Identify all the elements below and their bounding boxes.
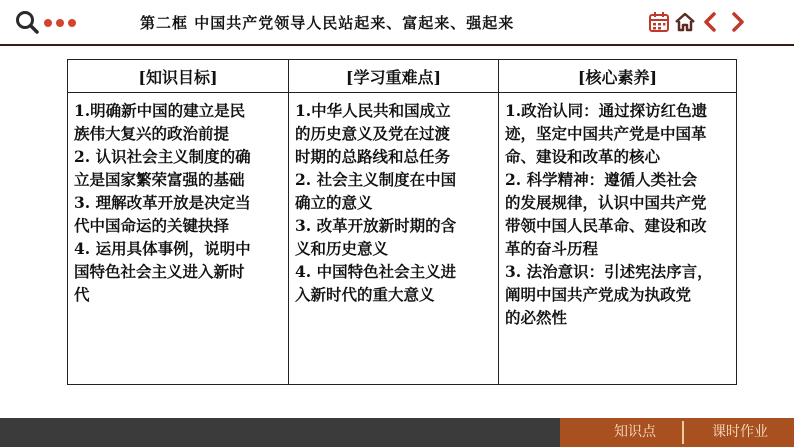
text-line: 国特色社会主义进入新时 bbox=[74, 262, 245, 281]
cell-knowledge-goals bbox=[68, 93, 289, 385]
table-header-row bbox=[68, 60, 737, 93]
table-row bbox=[68, 93, 737, 385]
text-line: 族伟大复兴的政治前提 bbox=[74, 124, 230, 143]
header-divider bbox=[0, 44, 794, 46]
page-title: 第二框 中国共产党领导人民站起来、富起来、强起来 bbox=[140, 14, 515, 32]
text-line: 时期的总路线和总任务 bbox=[295, 147, 451, 166]
header-key-difficulties: [学习重难点] bbox=[289, 60, 499, 93]
text-line: 2. 社会主义制度在中国 bbox=[295, 170, 457, 189]
text-line: 的必然性 bbox=[505, 308, 568, 327]
header-knowledge-goals: [知识目标] bbox=[68, 60, 289, 93]
text-line: 1.政治认同：通过探访红色遗 bbox=[505, 101, 708, 120]
home-icon[interactable] bbox=[674, 11, 696, 33]
text-line: 确立的意义 bbox=[295, 193, 373, 212]
text-line: 代 bbox=[74, 285, 90, 304]
header-core-literacy: [核心素养] bbox=[499, 60, 737, 93]
text-line: 4. 中国特色社会主义进 bbox=[295, 262, 457, 281]
text-line: 代中国命运的关键抉择 bbox=[74, 216, 230, 235]
text-line: 3. 理解改革开放是决定当 bbox=[74, 193, 251, 212]
cell-core-literacy bbox=[499, 93, 737, 385]
text-line: 入新时代的重大意义 bbox=[295, 285, 435, 304]
text-line: 2. 科学精神：遵循人类社会 bbox=[505, 170, 698, 189]
footer-divider bbox=[682, 421, 684, 444]
more-dots-icon[interactable] bbox=[44, 19, 76, 29]
text-line: 1.明确新中国的建立是民 bbox=[74, 101, 246, 120]
text-line: 命、建设和改革的核心 bbox=[505, 147, 661, 166]
calendar-icon[interactable] bbox=[648, 11, 670, 33]
objectives-table bbox=[67, 59, 737, 385]
tab-homework[interactable]: 课时作业 bbox=[712, 424, 768, 440]
chevron-left-icon[interactable] bbox=[700, 11, 722, 33]
text-line: 带领中国人民革命、建设和改 bbox=[505, 216, 707, 235]
text-line: 的历史意义及党在过渡 bbox=[295, 124, 451, 143]
text-line: 1.中华人民共和国成立 bbox=[295, 101, 451, 120]
text-line: 4. 运用具体事例，说明中 bbox=[74, 239, 251, 258]
text-line: 的发展规律，认识中国共产党 bbox=[505, 193, 707, 212]
text-line: 立是国家繁荣富强的基础 bbox=[74, 170, 245, 189]
text-line: 3. 改革开放新时期的含 bbox=[295, 216, 457, 235]
text-line: 3. 法治意识：引述宪法序言， bbox=[505, 262, 713, 281]
text-line: 革的奋斗历程 bbox=[505, 239, 599, 258]
cell-key-difficulties bbox=[289, 93, 499, 385]
chevron-right-icon[interactable] bbox=[726, 11, 748, 33]
tab-knowledge-points[interactable]: 知识点 bbox=[614, 424, 656, 440]
search-icon[interactable] bbox=[14, 9, 40, 35]
text-line: 义和历史意义 bbox=[295, 239, 389, 258]
top-toolbar bbox=[0, 0, 794, 46]
text-line: 2. 认识社会主义制度的确 bbox=[74, 147, 251, 166]
text-line: 迹，坚定中国共产党是中国革 bbox=[505, 124, 707, 143]
text-line: 阐明中国共产党成为执政党 bbox=[505, 285, 692, 304]
